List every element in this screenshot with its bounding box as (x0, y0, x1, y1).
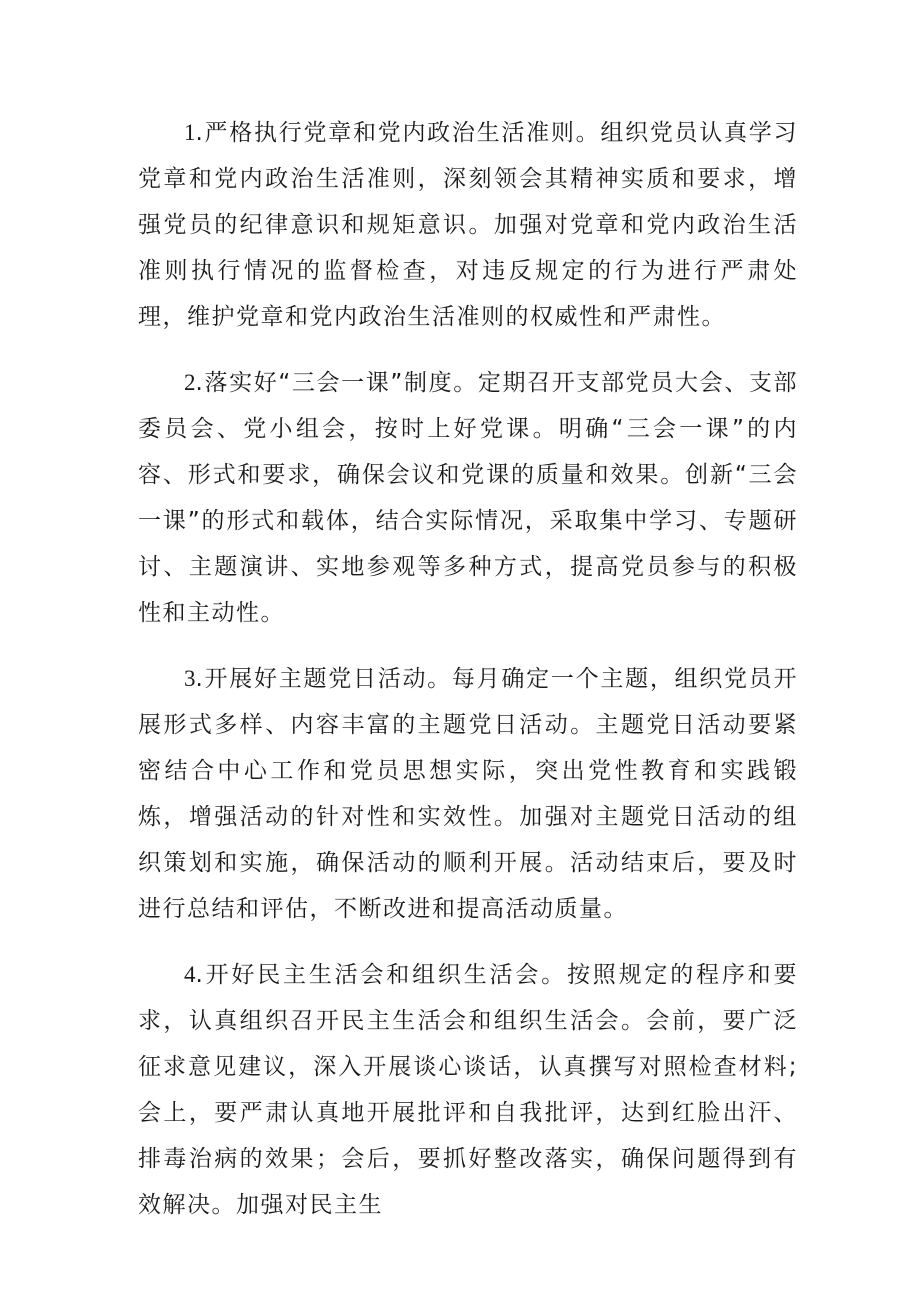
paragraph-number: 4 (184, 962, 196, 987)
paragraph-3 (138, 656, 798, 932)
document-body (138, 110, 798, 1248)
paragraph-number: 2 (184, 370, 196, 395)
paragraph-1 (138, 110, 798, 340)
paragraph-text: .严格执行党章和党内政治生活准则。组织党员认真学习党章和党内政治生活准则，深刻领会其精神实质和要求，增强党员的纪律意识和规矩意识。加强对党章和党内政治生活准则执行情况的监督检查，对违反规定的行为进行严肃处理，维护党章和党内政治生活准则的权威性和严肃性。 (138, 120, 798, 330)
paragraph-number: 3 (184, 666, 196, 691)
paragraph-number: 1 (184, 120, 196, 145)
paragraph-text: .落实好“三会一课”制度。定期召开支部党员大会、支部委员会、党小组会，按时上好党课。明确“三会一课”的内容、形式和要求，确保会议和党课的质量和效果。创新“三会一课”的形式和载体，结合实际情况，采取集中学习、专题研讨、主题演讲、实地参观等多种方式，提高党员参与的积极性和主动性。 (138, 370, 798, 626)
paragraph-2 (138, 360, 798, 636)
paragraph-text: .开展好主题党日活动。每月确定一个主题，组织党员开展形式多样、内容丰富的主题党日活动。主题党日活动要紧密结合中心工作和党员思想实际，突出党性教育和实践锻炼，增强活动的针对性和实效性。加强对主题党日活动的组织策划和实施，确保活动的顺利开展。活动结束后，要及时进行总结和评估，不断改进和提高活动质量。 (138, 666, 798, 922)
paragraph-4 (138, 952, 798, 1228)
paragraph-text: .开好民主生活会和组织生活会。按照规定的程序和要求，认真组织召开民主生活会和组织生活会。会前，要广泛征求意见建议，深入开展谈心谈话，认真撰写对照检查材料;会上，要严肃认真地开展批评和自我批评，达到红脸出汗、排毒治病的效果；会后，要抓好整改落实，确保问题得到有效解决。加强对民主生 (138, 962, 798, 1218)
